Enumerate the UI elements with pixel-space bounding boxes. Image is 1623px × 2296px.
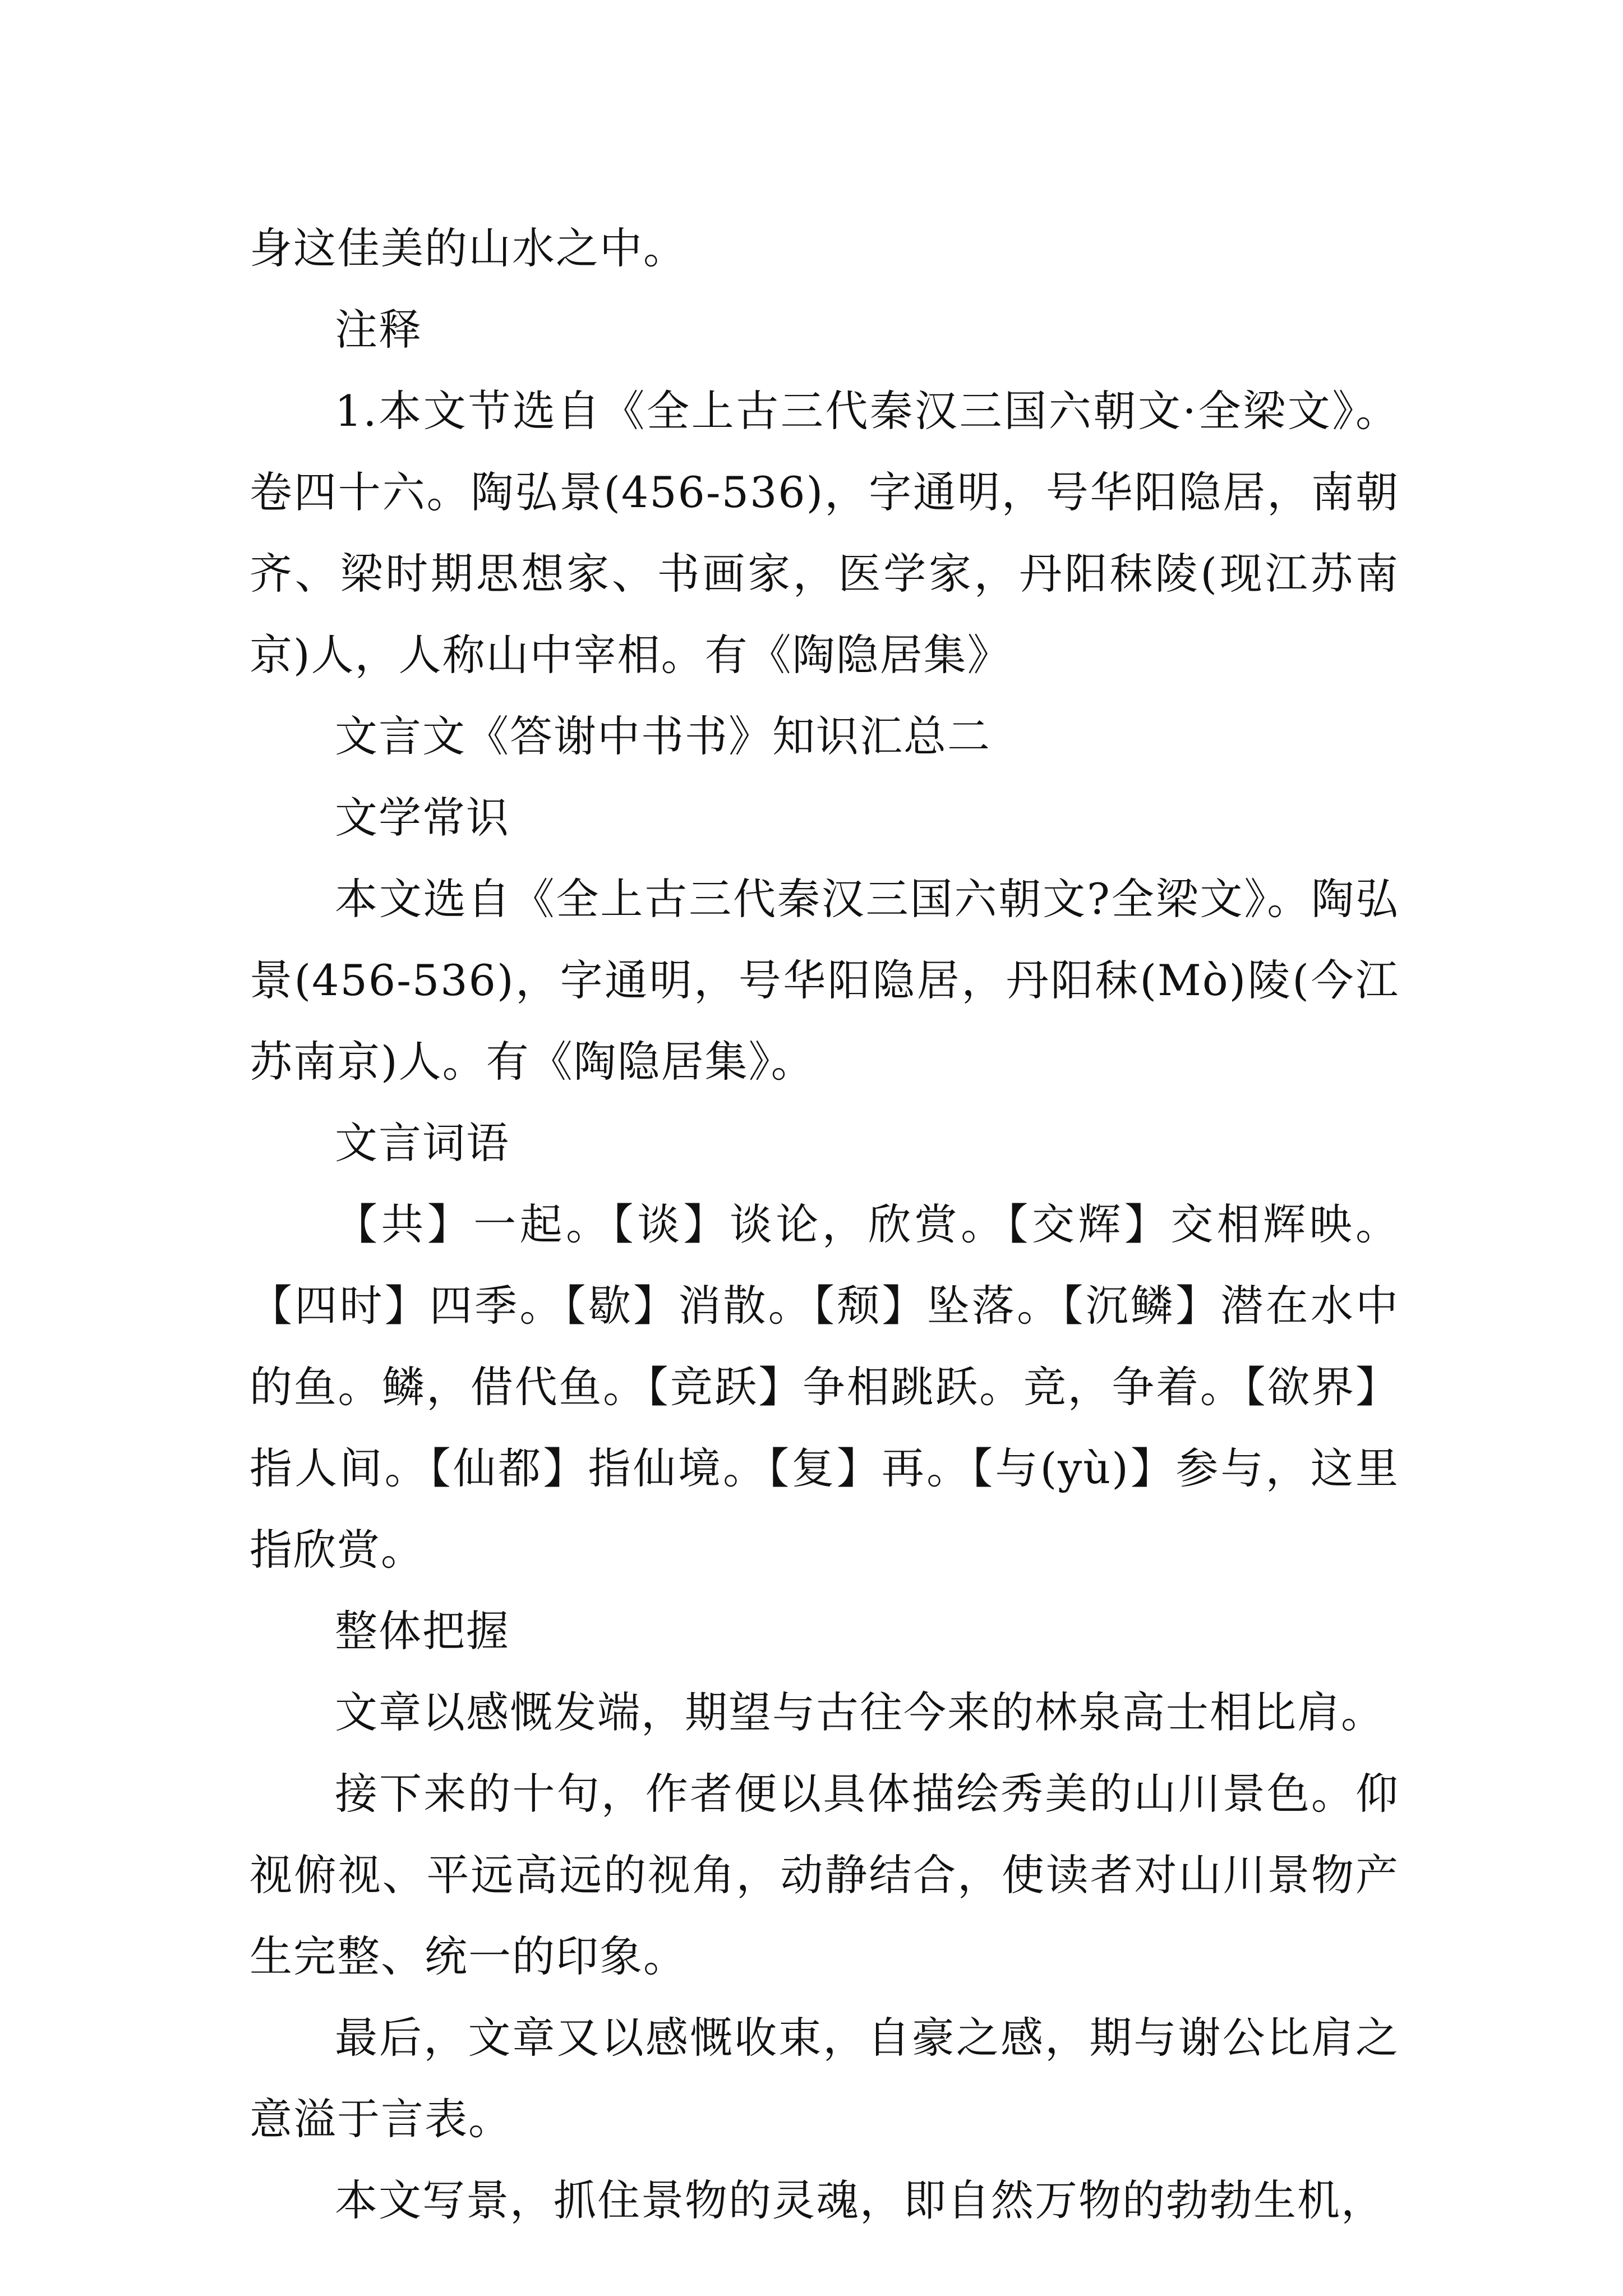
heading-classical-vocabulary: 文言词语 [335, 1118, 510, 1168]
paragraph-overall-1: 文章以感慨发端，期望与古往今来的林泉高士相比肩。 [335, 1687, 1385, 1737]
paragraph-overall-2: 接下来的十句，作者便以具体描绘秀美的山川景色。仰视俯视、平远高远的视角，动静结合，使读者对山川景物产生完整、统一的印象。 [250, 1769, 1399, 1981]
paragraph-note-1: 1.本文节选自《全上古三代秦汉三国六朝文·全梁文》。卷四十六。陶弘景(456-536)，字通明，号华阳隐居，南朝齐、梁时期思想家、书画家，医学家，丹阳秣陵(现江苏南京)人，人称山中宰相。有《陶隐居集》 [250, 386, 1399, 680]
paragraph-overall-3: 最后，文章又以感慨收束，自豪之感，期与谢公比肩之意溢于言表。 [250, 2013, 1399, 2144]
heading-overall-grasp: 整体把握 [335, 1606, 510, 1656]
document-page [250, 208, 1399, 2241]
paragraph-literary-knowledge: 本文选自《全上古三代秦汉三国六朝文?全梁文》。陶弘景(456-536)，字通明，号华阳隐居，丹阳秣(Mò)陵(今江苏南京)人。有《陶隐居集》。 [250, 874, 1399, 1087]
paragraph-vocabulary: 【共】一起。【谈】谈论，欣赏。【交辉】交相辉映。【四时】四季。【歇】消散。【颓】坠落。【沉鳞】潜在水中的鱼。鳞，借代鱼。【竞跃】争相跳跃。竞，争着。【欲界】指人间。【仙都】指仙境。【复】再。【与(yù)】参与，这里指欣赏。 [250, 1199, 1399, 1575]
heading-notes: 注释 [335, 305, 422, 355]
section-title: 文言文《答谢中书书》知识汇总二 [335, 711, 991, 761]
paragraph-overall-4: 本文写景，抓住景物的灵魂，即自然万物的勃勃生机， [335, 2175, 1385, 2225]
heading-literary-knowledge: 文学常识 [335, 793, 510, 843]
paragraph-continuation: 身这佳美的山水之中。 [250, 223, 687, 273]
